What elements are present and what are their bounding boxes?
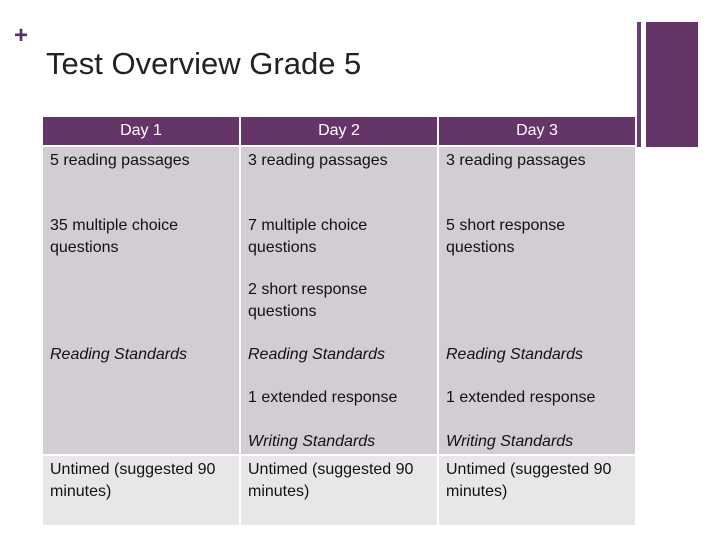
table-cell: Reading Standards bbox=[446, 346, 583, 363]
column-body bbox=[43, 147, 239, 454]
table-cell: Writing Standards bbox=[446, 433, 574, 450]
table-cell: Reading Standards bbox=[248, 346, 385, 363]
column-header-day-2: Day 2 bbox=[241, 117, 437, 145]
table-cell: 5 short response questions bbox=[446, 217, 566, 256]
table-cell: Untimed (suggested 90 minutes) bbox=[446, 461, 612, 500]
plus-icon: + bbox=[14, 22, 29, 49]
table-cell: 1 extended response bbox=[446, 389, 596, 406]
accent-bar-thick bbox=[646, 22, 698, 147]
table-cell: Writing Standards bbox=[248, 433, 376, 450]
table-cell: Reading Standards bbox=[50, 346, 187, 363]
table-cell: 1 extended response bbox=[248, 389, 398, 406]
column-day-2 bbox=[241, 117, 437, 525]
column-header-day-3: Day 3 bbox=[439, 117, 635, 145]
table-cell: Untimed (suggested 90 minutes) bbox=[50, 461, 216, 500]
accent-bar-thin bbox=[637, 22, 641, 147]
column-day-3 bbox=[439, 117, 635, 525]
table-cell: 7 multiple choice questions bbox=[248, 217, 368, 256]
table-cell: 5 reading passages bbox=[50, 152, 190, 169]
column-header-day-1: Day 1 bbox=[43, 117, 239, 145]
table-cell: Untimed (suggested 90 minutes) bbox=[248, 461, 414, 500]
overview-table bbox=[43, 117, 637, 525]
table-cell: 2 short response questions bbox=[248, 281, 368, 320]
column-day-1 bbox=[43, 117, 239, 525]
table-cell: 3 reading passages bbox=[248, 152, 388, 169]
page-title: Test Overview Grade 5 bbox=[46, 46, 362, 81]
table-cell: 3 reading passages bbox=[446, 152, 586, 169]
table-cell: 35 multiple choice questions bbox=[50, 217, 179, 256]
